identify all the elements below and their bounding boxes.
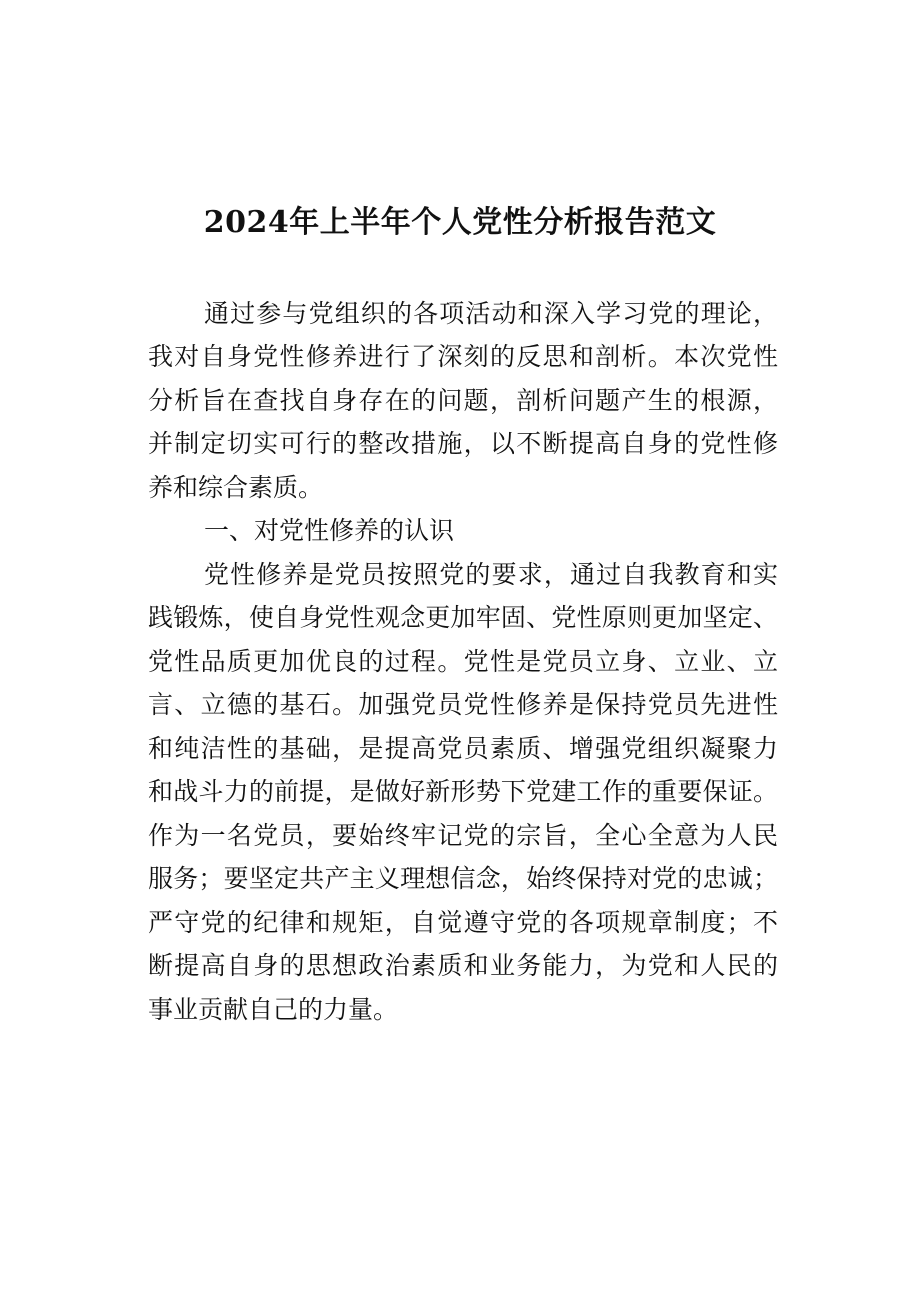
section-line: 言、立德的基石。加强党员党性修养是保持党员先进性: [148, 690, 778, 719]
section-line: 和战斗力的前提，是做好新形势下党建工作的重要保证。: [148, 777, 778, 806]
section-line: 党性修养是党员按照党的要求，通过自我教育和实: [204, 560, 778, 589]
intro-line: 并制定切实可行的整改措施，以不断提高自身的党性修: [148, 429, 778, 458]
section-line: 断提高自身的思想政治素质和业务能力，为党和人民的: [148, 951, 778, 980]
section-line: 事业贡献自己的力量。: [148, 995, 399, 1024]
section-line: 服务；要坚定共产主义理想信念，始终保持对党的忠诚；: [148, 864, 778, 893]
intro-line: 通过参与党组织的各项活动和深入学习党的理论，: [204, 299, 778, 328]
section-line: 和纯洁性的基础，是提高党员素质、增强党组织凝聚力: [148, 734, 778, 763]
intro-line: 我对自身党性修养进行了深刻的反思和剖析。本次党性: [148, 342, 778, 371]
section-line: 作为一名党员，要始终牢记党的宗旨，全心全意为人民: [148, 821, 778, 850]
intro-line: 养和综合素质。: [148, 473, 324, 502]
document-title: 2024年上半年个人党性分析报告范文: [203, 205, 717, 240]
section-line: 严守党的纪律和规矩，自觉遵守党的各项规章制度；不: [148, 908, 778, 937]
section-line: 党性品质更加优良的过程。党性是党员立身、立业、立: [148, 647, 778, 676]
section-heading: 一、对党性修养的认识: [204, 516, 455, 545]
section-line: 践锻炼，使自身党性观念更加牢固、党性原则更加坚定、: [148, 603, 778, 632]
intro-line: 分析旨在查找自身存在的问题，剖析问题产生的根源，: [148, 386, 778, 415]
